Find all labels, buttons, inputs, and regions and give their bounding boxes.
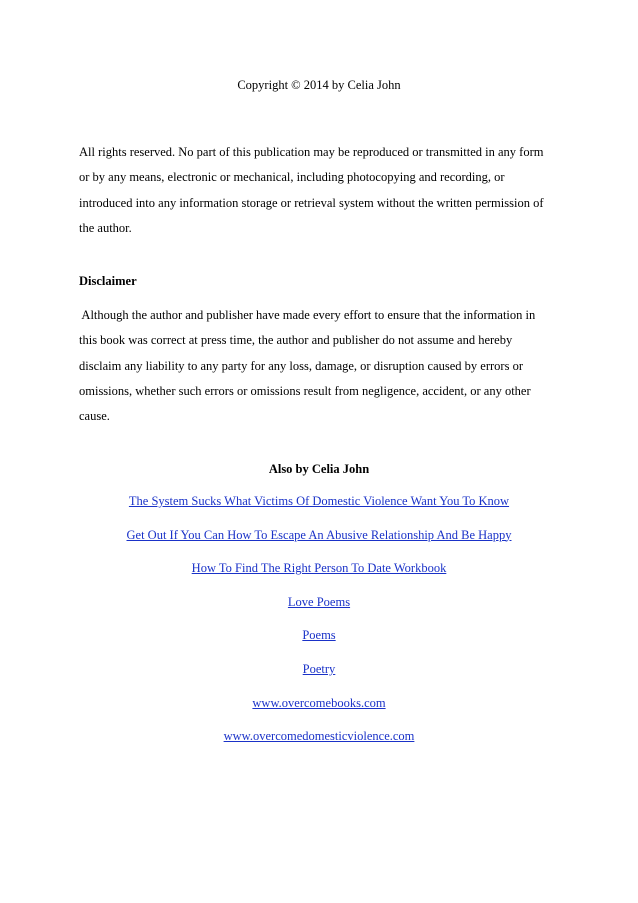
list-item: [0, 659, 638, 693]
disclaimer-heading: Disclaimer: [79, 274, 137, 288]
rights-line: introduced into any information storage or retrieval system without the written permission of: [79, 195, 544, 210]
list-item: [0, 726, 638, 760]
book-links-list: [0, 491, 638, 760]
list-item: [0, 525, 638, 559]
rights-line: All rights reserved. No part of this publication may be reproduced or transmitted in any form: [79, 145, 544, 159]
rights-paragraph: [79, 140, 564, 241]
list-item: [0, 592, 638, 626]
disclaimer-line: cause.: [79, 409, 110, 424]
disclaimer-line: disclaim any liability to any party for any loss, damage, or disruption caused by errors or: [79, 358, 523, 373]
list-item: [0, 491, 638, 525]
website-link-overcomedomesticviolence[interactable]: www.overcomedomesticviolence.com: [223, 729, 415, 744]
disclaimer-line: omissions, whether such errors or omissions result from negligence, accident, or any other: [79, 383, 531, 398]
list-item: [0, 558, 638, 592]
disclaimer-paragraph: [79, 303, 564, 429]
book-link-poetry[interactable]: Poetry: [302, 661, 336, 676]
rights-line: or by any means, electronic or mechanical, including photocopying and recording, or: [79, 170, 505, 185]
list-item: [0, 693, 638, 727]
disclaimer-line: this book was correct at press time, the author and publisher do not assume and hereby: [79, 333, 513, 348]
website-link-overcomebooks[interactable]: www.overcomebooks.com: [252, 695, 386, 710]
copyright-notice: Copyright © 2014 by Celia John: [237, 78, 401, 92]
book-link-get-out-if-you-can[interactable]: Get Out If You Can How To Escape An Abusive Relationship And Be Happy: [126, 527, 512, 542]
disclaimer-line: Although the author and publisher have made every effort to ensure that the information in: [79, 308, 536, 322]
also-by-heading: Also by Celia John: [268, 462, 370, 476]
list-item: [0, 625, 638, 659]
book-link-right-person-workbook[interactable]: How To Find The Right Person To Date Workbook: [191, 561, 447, 576]
book-link-the-system-sucks[interactable]: The System Sucks What Victims Of Domestic Violence Want You To Know: [128, 494, 510, 508]
book-link-love-poems[interactable]: Love Poems: [287, 594, 351, 609]
rights-line: the author.: [79, 220, 132, 235]
book-link-poems[interactable]: Poems: [302, 628, 336, 643]
